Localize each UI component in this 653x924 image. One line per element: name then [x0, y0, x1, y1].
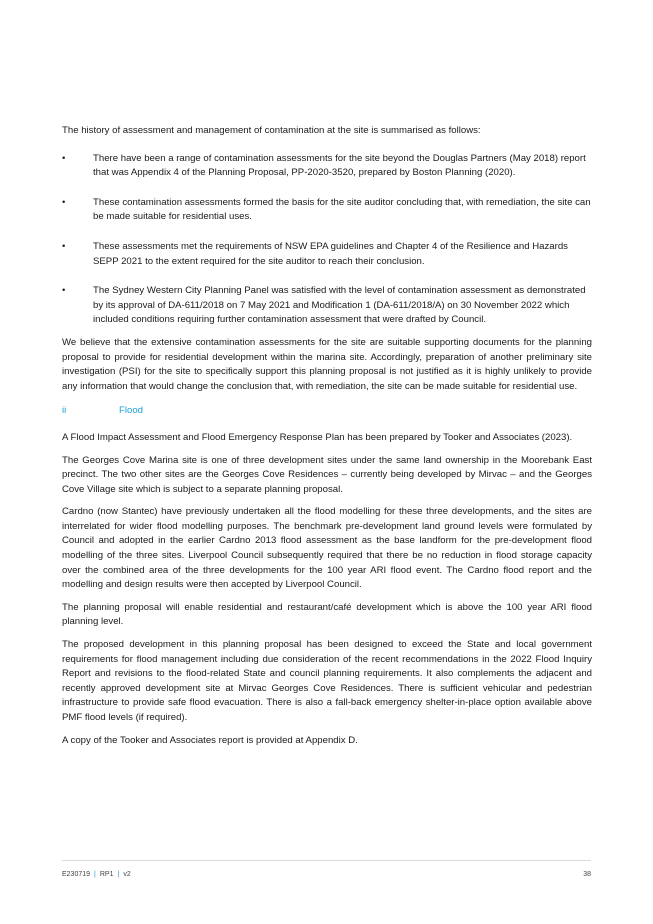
bullet-item: [62, 240, 592, 269]
intro-paragraph: The history of assessment and management of contamination at the site is summarised as follows:: [62, 125, 481, 136]
bullet-marker: •: [62, 152, 66, 164]
flood-paragraph: The planning proposal will enable residential and restaurant/café development which is above the 100 year ARI flood planning level.: [62, 601, 592, 628]
bullet-item: [62, 284, 592, 328]
flood-paragraph: The proposed development in this planning proposal has been designed to exceed the State and local government requirements for flood management including due consideration of the recent recommendations in the 2022 Flood Inquiry Report and revisions to the flood-related State and council planning requirements. It also complements the adjacent and recently approved development site at Mirvac Georges Cove Residences. There is sufficient vehicular and pedestrian infrastructure to provide safe flood evacuation. There is also a fall-back emergency shelter-in-place option available above PMF flood levels (if required).: [62, 639, 592, 723]
flood-paragraph: Cardno (now Stantec) have previously undertaken all the flood modelling for these three developments, and the sites are interrelated for wider flood modelling purposes. The benchmark pre-development land ground levels were formulated by Council and adopted in the earlier Cardno 2013 flood assessment as the base landform for the pre-development flood modelling of the three sites. Liverpool Council subsequently required that there be no reduction in flood storage capacity over the combined area of the three developments for the 100 year ARI flood event. The Cardno flood report and the modelling and design results were then accepted by Liverpool Council.: [62, 506, 592, 591]
footer-doc-code: E230719: [62, 871, 91, 878]
bullet-text: These contamination assessments formed the basis for the site auditor concluding that, with remediation, the site can be made suitable for residential uses.: [93, 196, 591, 223]
bullet-marker: •: [62, 285, 66, 297]
bullet-text: These assessments met the requirements of NSW EPA guidelines and Chapter 4 of the Resilience and Hazards SEPP 2021 to the extent required for the site auditor to reach their conclusion.: [93, 240, 568, 267]
bullet-item: [62, 196, 592, 225]
footer-document-id: [62, 871, 131, 878]
bullet-text: The Sydney Western City Planning Panel was satisfied with the level of contamination assessment as demonstrated by its approval of DA-611/2018 on 7 May 2021 and Modification 1 (DA-611/2018/A) on 30 November 2022 which included conditions requiring further contamination assessment that were drafted by Council.: [93, 285, 586, 326]
contamination-bullet-list: [62, 152, 592, 328]
footer-version: v2: [123, 871, 131, 878]
footer-report: RP1: [99, 871, 114, 878]
contamination-conclusion-paragraph: We believe that the extensive contamination assessments for the site are suitable supporting documents for the planning proposal to provide for residential development within the marina site. Accordingly, preparation of another preliminary site investigation (PSI) for the site to specifically support this planning proposal is not justified as it is highly unlikely to provide any information that would change the conclusion that, with remediation, the site can be made suitable for residential use.: [62, 336, 592, 392]
bullet-marker: •: [62, 196, 66, 208]
page-number: 38: [583, 871, 591, 878]
flood-paragraph: A Flood Impact Assessment and Flood Emergency Response Plan has been prepared by Tooker and Associates (2023).: [62, 431, 573, 443]
section-number: ii: [62, 405, 67, 417]
flood-paragraph: The Georges Cove Marina site is one of three development sites under the same land ownership in the Moorebank East precinct. The two other sites are the Georges Cove Residences – currently being developed by Mirvac – and the Georges Cove Village site which is subject to a separate planning proposal.: [62, 454, 592, 495]
page-body: [62, 124, 592, 756]
page-footer: [62, 860, 591, 878]
bullet-marker: •: [62, 240, 66, 252]
bullet-text: There have been a range of contamination assessments for the site beyond the Douglas Partners (May 2018) report that was Appendix 4 of the Planning Proposal, PP-2020-3520, prepared by Boston Planning (2020).: [93, 152, 586, 179]
bullet-item: [62, 152, 592, 181]
section-title: Flood: [119, 405, 143, 417]
flood-paragraph: A copy of the Tooker and Associates report is provided at Appendix D.: [62, 734, 358, 746]
section-heading-flood: [62, 404, 592, 419]
footer-separator: |: [94, 871, 96, 878]
footer-separator: |: [117, 871, 120, 878]
